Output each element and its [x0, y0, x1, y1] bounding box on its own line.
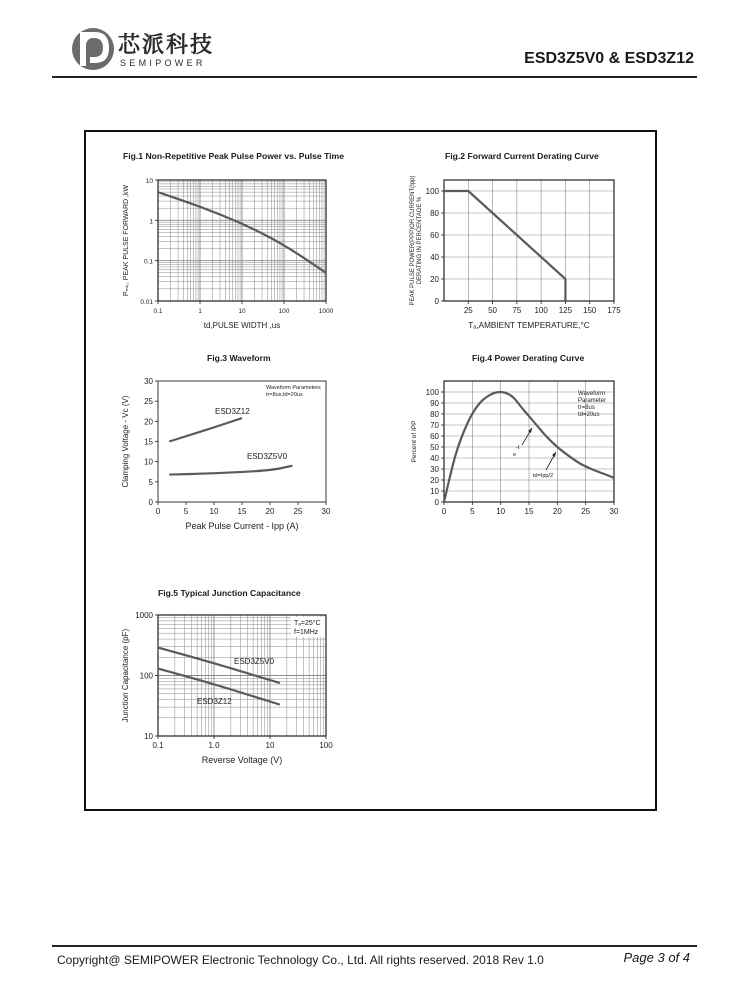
fig1-title: Fig.1 Non-Repetitive Peak Pulse Power vs. Pulse Time	[123, 151, 344, 161]
fig4-y-axis-label: Percent of IPP	[411, 420, 418, 463]
fig4-x-tick-label: 15	[524, 507, 534, 516]
fig4-x-tick-label: 10	[496, 507, 506, 516]
fig5-series-label-esd3z5v0: ESD3Z5V0	[234, 657, 275, 666]
fig3-y-tick-label: 5	[148, 477, 153, 487]
fig3-x-axis-label: Peak Pulse Current - Ipp (A)	[185, 521, 299, 531]
fig4-x-tick-label: 30	[609, 507, 619, 516]
fig2-y-axis-label: DERATING IN PERCENTAGE %	[417, 196, 423, 285]
fig1-x-tick-label: 100	[278, 308, 290, 315]
fig1-y-tick-label: 0.01	[140, 299, 153, 306]
fig4-marker-label-td: td=Ipp/2	[533, 473, 554, 479]
part-number-title: ESD3Z5V0 & ESD3Z12	[524, 50, 694, 67]
fig3-y-tick-label: 30	[144, 377, 153, 386]
fig3-x-tick-label: 25	[293, 507, 303, 516]
fig3-y-tick-label: 25	[144, 397, 153, 407]
fig3-y-tick-label: 15	[144, 437, 153, 447]
fig2-y-axis-label: PEAK PULSE POWER(PPP)OR CURRENT(Ipp)	[410, 175, 416, 306]
fig4-marker-label-t: -t	[516, 445, 520, 451]
fig4-x-tick-label: 25	[581, 507, 591, 516]
fig4-y-tick-label: 50	[430, 443, 439, 452]
fig3-series-label-esd3z5v0: ESD3Z5V0	[247, 452, 288, 461]
fig4-annotation-line: td=20us	[578, 412, 600, 418]
fig2-x-tick-label: 25	[463, 306, 473, 315]
fig4-y-tick-label: 90	[430, 399, 439, 408]
fig5-x-tick-label: 1.0	[208, 741, 220, 750]
fig4-y-tick-label: 70	[430, 421, 439, 430]
logo-english-text: SEMIPOWER	[120, 58, 206, 68]
fig5-y-axis-label: Junction Capacitance (pF)	[121, 628, 130, 723]
fig3-x-tick-label: 20	[265, 507, 275, 516]
fig4-x-tick-label: 0	[441, 507, 447, 516]
fig2-y-tick-label: 100	[425, 187, 439, 196]
fig1-y-axis-label: Pₘₖ, PEAK PULSE FORWARD ,kW	[123, 184, 130, 297]
fig4-y-tick-label: 60	[430, 432, 439, 441]
fig5-title: Fig.5 Typical Junction Capacitance	[158, 588, 301, 598]
fig5-y-tick-label: 10	[144, 732, 153, 741]
page-number: Page 3 of 4	[623, 950, 690, 965]
fig5-x-axis-label: Reverse Voltage (V)	[201, 755, 283, 765]
fig5-y-tick-label: 100	[139, 671, 153, 681]
fig4-y-tick-label: 20	[430, 476, 439, 485]
fig2-x-axis-label: Tₐ,AMBIENT TEMPERATURE,°C	[468, 321, 590, 330]
fig3-y-tick-label: 0	[148, 498, 153, 507]
fig4-annotation-line: Waveform	[578, 391, 606, 397]
fig4-y-tick-label: 30	[430, 465, 439, 474]
fig4-x-tick-label: 20	[552, 507, 562, 516]
fig4-y-tick-label: 40	[430, 454, 439, 463]
fig3-x-tick-label: 0	[155, 507, 161, 516]
fig5-series-label-esd3z12: ESD3Z12	[197, 697, 232, 706]
fig2-x-tick-label: 125	[558, 306, 573, 315]
fig1-y-tick-label: 0.1	[143, 258, 153, 266]
fig4-y-tick-label: 10	[430, 487, 439, 496]
fig3-x-tick-label: 5	[183, 507, 189, 516]
fig4-y-tick-label: 100	[425, 388, 439, 397]
fig1-x-tick-label: 1	[198, 308, 202, 315]
fig1-x-axis-label: td,PULSE WIDTH ,us	[203, 321, 281, 330]
fig3-y-axis-label: Clamping Voltage - Vc (V)	[121, 395, 130, 488]
fig2-y-tick-label: 40	[430, 253, 439, 262]
fig3-x-tick-label: 10	[209, 507, 219, 516]
fig2-x-tick-label: 50	[488, 306, 498, 315]
fig3-x-tick-label: 30	[321, 507, 331, 516]
fig5-annotation-line-1: Tₐ=25°C	[294, 620, 321, 627]
fig3-y-tick-label: 20	[144, 417, 153, 427]
fig3-series-label-esd3z12: ESD3Z12	[215, 407, 250, 416]
fig2-y-tick-label: 20	[430, 275, 439, 284]
fig3-y-tick-label: 10	[144, 457, 153, 467]
fig4-title: Fig.4 Power Derating Curve	[472, 353, 585, 363]
fig4-y-tick-label: 80	[430, 410, 439, 419]
fig5-annotation-line-2: f=1MHz	[294, 629, 319, 636]
footer-divider	[52, 945, 697, 947]
fig4-marker-label-e: e	[513, 452, 517, 458]
fig2-y-tick-label: 60	[430, 231, 439, 240]
fig2-x-tick-label: 150	[583, 306, 597, 315]
fig2-x-tick-label: 175	[607, 306, 621, 315]
fig1-y-tick-label: 10	[145, 178, 153, 185]
fig1-x-tick-label: 10	[238, 308, 246, 315]
copyright-text: Copyright@ SEMIPOWER Electronic Technology Co., Ltd. All rights reserved. 2018 Rev 1.0	[57, 953, 544, 967]
fig1-x-tick-label: 0.1	[153, 308, 163, 315]
fig3-annotation-line-1: Waveform Parameters	[266, 385, 321, 391]
fig5-x-tick-label: 100	[319, 741, 333, 750]
fig3-title: Fig.3 Waveform	[207, 353, 271, 363]
fig3-x-tick-label: 15	[237, 507, 247, 516]
fig5-x-tick-label: 0.1	[152, 741, 164, 750]
fig5-y-tick-label: 1000	[135, 611, 153, 620]
fig4-annotation-line: Parameter	[578, 398, 607, 404]
fig1-y-tick-label: 1	[149, 218, 153, 226]
fig2-y-tick-label: 0	[434, 297, 439, 306]
fig2-x-tick-label: 75	[512, 306, 522, 315]
fig4-annotation-line: tr=8us	[578, 405, 595, 411]
fig5-x-tick-label: 10	[265, 741, 275, 750]
fig4-y-tick-label: 0	[434, 498, 439, 507]
fig4-x-tick-label: 5	[470, 507, 475, 516]
fig2-title: Fig.2 Forward Current Derating Curve	[445, 151, 599, 161]
fig3-annotation-line-2: tr=8us,td=20us	[266, 392, 303, 398]
logo-chinese-text: 芯派科技	[118, 33, 215, 58]
fig1-x-tick-label: 1000	[318, 308, 334, 315]
fig2-y-tick-label: 80	[430, 209, 439, 218]
fig2-x-tick-label: 100	[534, 306, 548, 315]
